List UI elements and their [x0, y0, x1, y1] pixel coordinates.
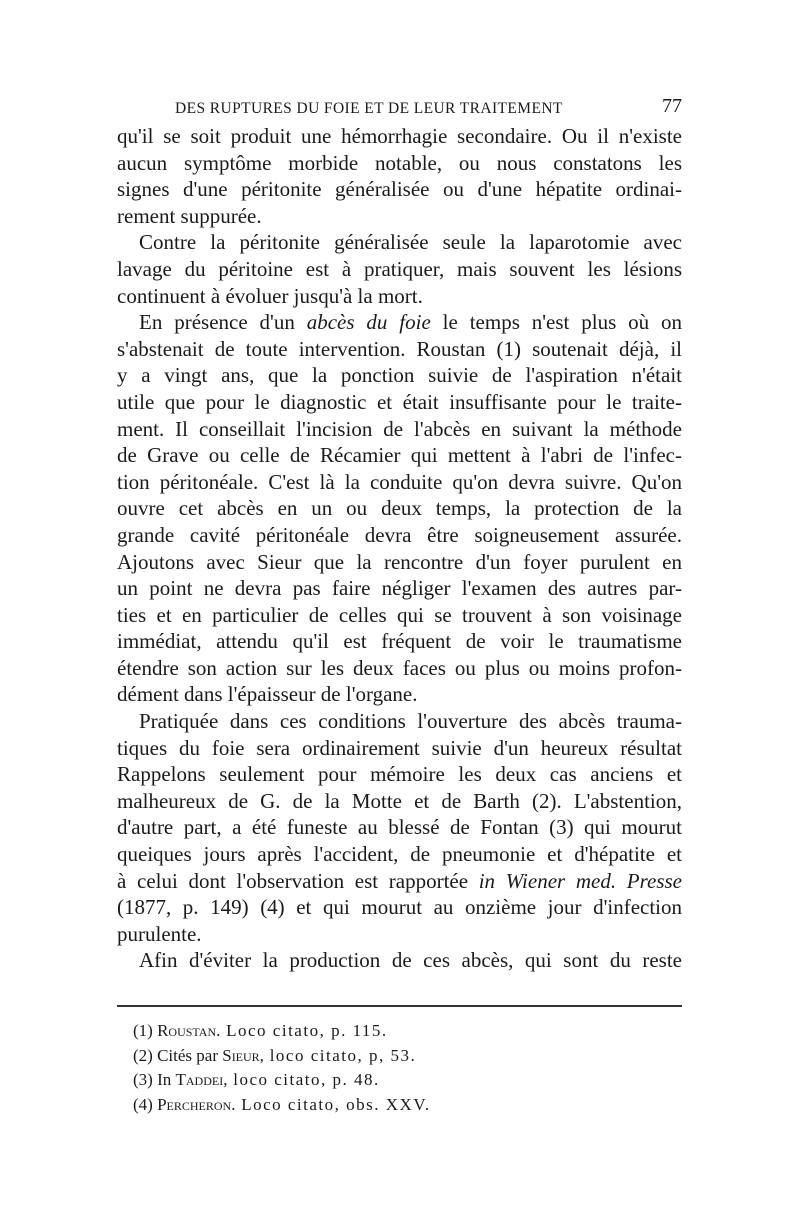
text-line: Pratiquée dans ces conditions l'ouverture des abcès trauma-	[139, 709, 682, 734]
text-line: aucun symptôme morbide notable, ou nous constatons les	[117, 150, 682, 175]
footnote-author: Taddei,	[175, 1070, 228, 1089]
text-line: de Grave ou celle de Récamier qui mettent à l'abri de l'infec-	[117, 443, 682, 468]
text-line: étendre son action sur les deux faces ou plus ou moins profon-	[117, 655, 682, 680]
text-line: immédiat, attendu qu'il est fréquent de voir le traumatisme	[117, 629, 682, 654]
footnote-3	[133, 1068, 653, 1093]
footnote-1	[133, 1019, 653, 1044]
italic-phrase: in Wiener med. Presse	[478, 868, 683, 893]
text-line: rement suppurée.	[117, 203, 262, 228]
footnotes	[133, 1019, 653, 1117]
text-line: signes d'une péritonite généralisée ou d'une hépatite ordinai-	[117, 177, 682, 202]
text-line: Ajoutons avec Sieur que la rencontre d'un foyer purulent en	[117, 549, 682, 574]
footnote-citation: Loco citato, p. 115.	[220, 1021, 388, 1040]
text-line: qu'il se soit produit une hémorrhagie secondaire. Ou il n'existe	[117, 124, 682, 148]
text-line: ment. Il conseillait l'incision de l'abcès en suivant la méthode	[117, 416, 682, 441]
footnote-author: Roustan.	[157, 1021, 221, 1040]
footnote-citation: loco citato, p. 48.	[227, 1070, 380, 1089]
text-line: malheureux de G. de la Motte et de Barth (2). L'abstention,	[117, 788, 682, 813]
page-number: 77	[662, 95, 682, 117]
footnote-rule	[117, 1005, 682, 1007]
footnote-prefix: Cités par	[157, 1045, 223, 1065]
text-line: dément dans l'épaisseur de l'organe.	[117, 682, 418, 707]
text-line: tion péritonéale. C'est là la conduite qu'on devra suivre. Qu'on	[117, 469, 682, 494]
text-segment: le temps n'est plus où on	[430, 310, 683, 335]
text-line: ties et en particulier de celles qui se trouvent à son voisinage	[117, 602, 682, 627]
text-line: ouvre cet abcès en un ou deux temps, la protection de la	[117, 496, 682, 521]
footnote-number: (4)	[133, 1094, 158, 1114]
text-segment: à celui dont l'observation est rapportée	[117, 868, 479, 893]
footnote-citation: Loco citato, obs. XXV.	[235, 1094, 431, 1114]
footnote-prefix: In	[157, 1070, 176, 1089]
text-line: un point ne devra pas faire négliger l'examen des autres par-	[117, 576, 682, 601]
italic-phrase: abcès du foie	[306, 310, 431, 335]
text-line: s'abstenait de toute intervention. Roustan (1) soutenait déjà, il	[117, 336, 682, 361]
text-line: lavage du péritoine est à pratiquer, mais souvent les lésions	[117, 256, 682, 281]
text-line: utile que pour le diagnostic et était insuffisante pour le traite-	[117, 389, 682, 414]
text-line: purulente.	[117, 921, 202, 946]
running-title: DES RUPTURES DU FOIE ET DE LEUR TRAITEMENT	[175, 100, 563, 117]
text-line: Rappelons seulement pour mémoire les deux cas anciens et	[117, 762, 682, 787]
body-text	[117, 123, 682, 974]
text-line: queiques jours après l'accident, de pneumonie et d'hépatite et	[117, 842, 682, 867]
text-segment: En présence d'un	[139, 310, 307, 335]
footnote-author: Sieur,	[222, 1045, 264, 1065]
text-line: y a vingt ans, que la ponction suivie de l'aspiration n'était	[117, 363, 682, 388]
text-line: grande cavité péritonéale devra être soigneusement assurée.	[117, 522, 682, 547]
text-line: Contre la péritonite généralisée seule la laparotomie avec	[139, 230, 682, 255]
text-line	[117, 868, 682, 895]
footnote-number: (2)	[133, 1045, 158, 1065]
running-header	[117, 94, 682, 124]
text-line: d'autre part, a été funeste au blessé de Fontan (3) qui mourut	[117, 815, 682, 840]
text-line: tiques du foie sera ordinairement suivie d'un heureux résultat	[117, 735, 682, 760]
text-line	[117, 309, 682, 336]
footnote-4	[133, 1093, 653, 1118]
footnote-author: Percheron.	[157, 1094, 236, 1114]
footnote-number: (1)	[133, 1021, 158, 1040]
text-line: Afin d'éviter la production de ces abcès, qui sont du reste	[139, 948, 682, 973]
text-line: (1877, p. 149) (4) et qui mourut au onzième jour d'infection	[117, 895, 682, 920]
footnote-2	[133, 1044, 653, 1069]
footnote-number: (3)	[133, 1070, 158, 1089]
text-line: continuent à évoluer jusqu'à la mort.	[117, 283, 423, 308]
footnote-citation: loco citato, p, 53.	[263, 1045, 417, 1065]
